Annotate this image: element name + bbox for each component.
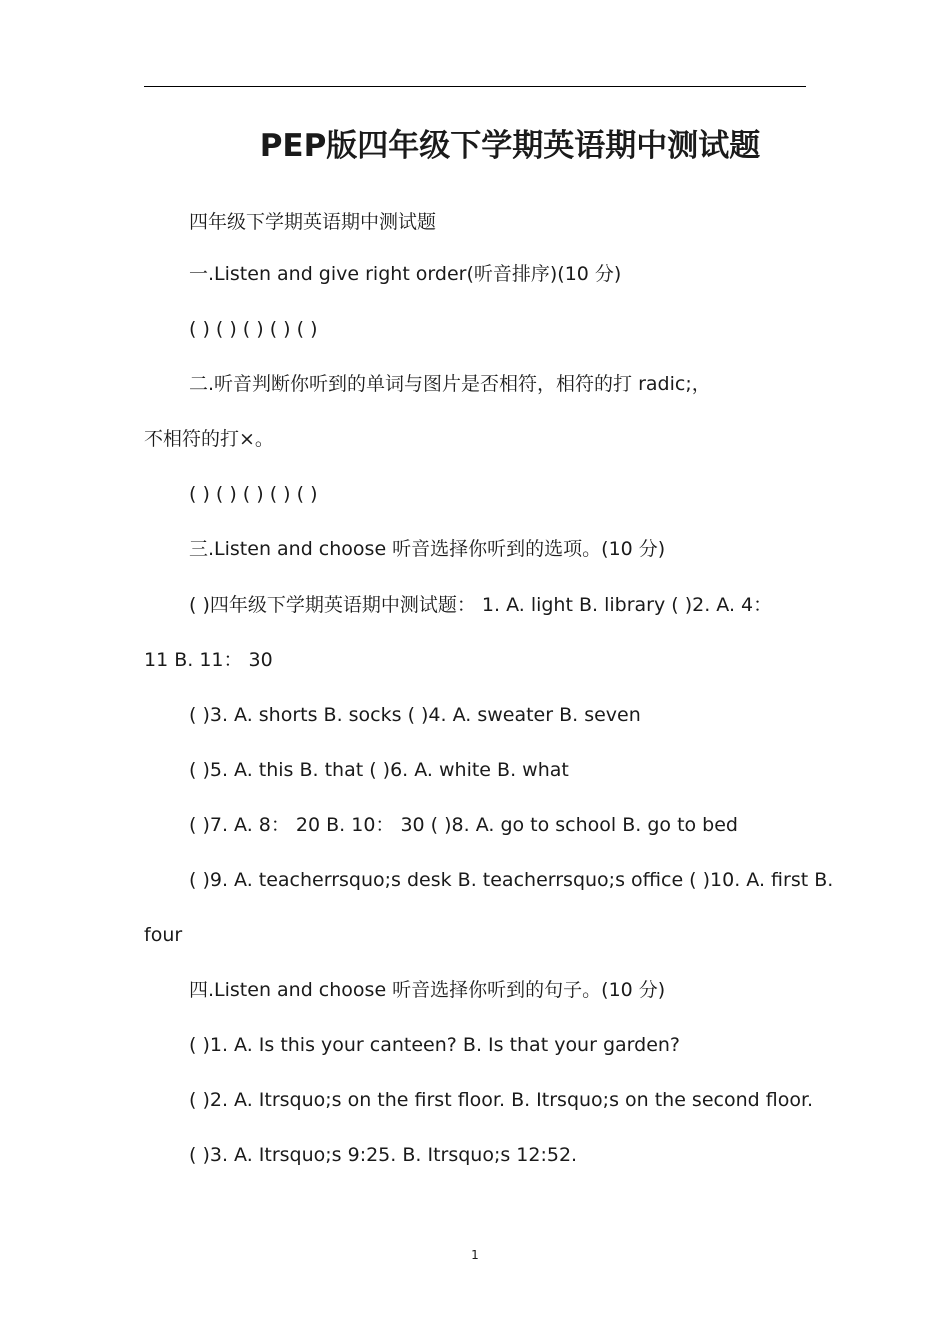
section-3-item-1-2: ( )四年级下学期英语期中测试题： 1. A. light B. library ( )2. A. 4： [189,594,773,616]
paragraph-subtitle: 四年级下学期英语期中测试题 [189,211,437,233]
section-4-item-2: ( )2. A. Itrsquo;s on the first floor. B. Itrsquo;s on the second floor. [189,1089,814,1111]
section-3-item-10-cont: four [144,924,183,946]
section-3-heading: 三.Listen and choose 听音选择你听到的选项。(10 分) [189,538,666,560]
section-3-item-3-4: ( )3. A. shorts B. socks ( )4. A. sweater B. seven [189,704,641,726]
section-3-item-7-8: ( )7. A. 8： 20 B. 10： 30 ( )8. A. go to school B. go to bed [189,814,738,836]
section-2-heading-cont: 不相符的打×。 [144,428,274,450]
section-3-item-2-cont: 11 B. 11： 30 [144,649,273,671]
section-4-item-3: ( )3. A. Itrsquo;s 9:25. B. Itrsquo;s 12:52. [189,1144,578,1166]
section-3-item-5-6: ( )5. A. this B. that ( )6. A. white B. what [189,759,569,781]
section-2-heading: 二.听音判断你听到的单词与图片是否相符，相符的打 radic;， [189,373,711,395]
section-1-heading: 一.Listen and give right order(听音排序)(10 分) [189,263,622,285]
section-2-blanks: ( ) ( ) ( ) ( ) ( ) [189,483,318,505]
page-number: 1 [471,1248,479,1262]
section-4-item-1: ( )1. A. Is this your canteen? B. Is that your garden? [189,1034,681,1056]
section-4-heading: 四.Listen and choose 听音选择你听到的句子。(10 分) [189,979,666,1001]
document-title: PEP版四年级下学期英语期中测试题 [259,128,761,164]
section-1-blanks: ( ) ( ) ( ) ( ) ( ) [189,318,318,340]
section-3-item-9-10: ( )9. A. teacherrsquo;s desk B. teacherrsquo;s office ( )10. A. first B. [189,869,834,891]
header-rule [144,86,806,87]
